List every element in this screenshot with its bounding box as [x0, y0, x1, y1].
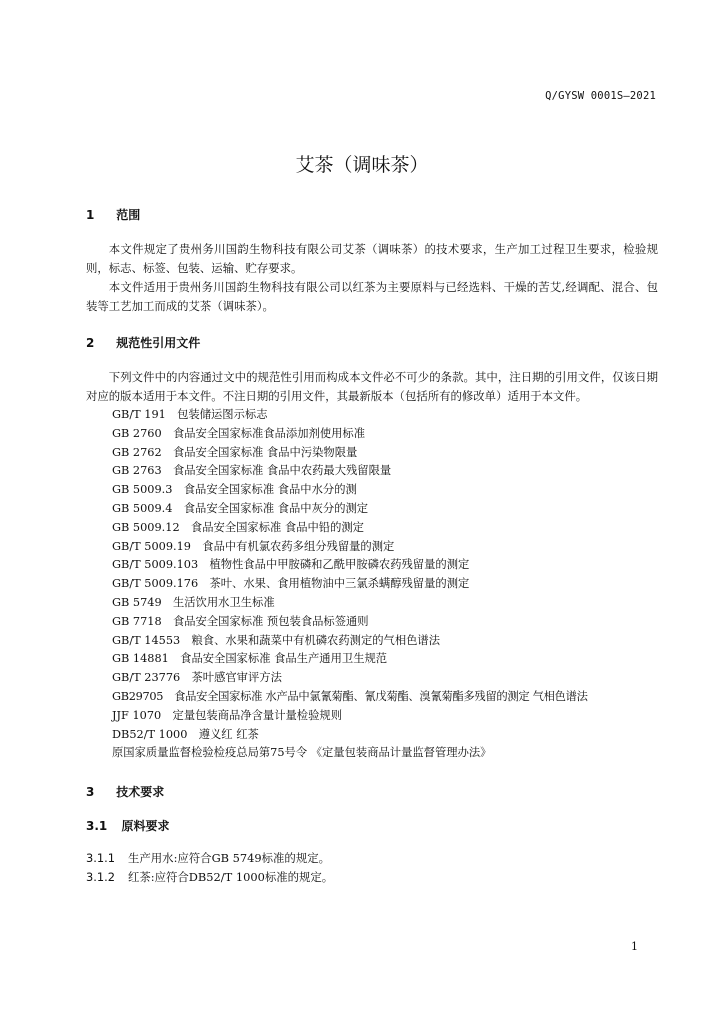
item-number: 3.1.1 [86, 851, 115, 866]
reference-item: GB 5009.4 食品安全国家标准 食品中灰分的测定 [112, 501, 369, 515]
section-number: 2 [86, 336, 95, 350]
reference-item: GB 5009.3 食品安全国家标准 食品中水分的测 [112, 483, 357, 497]
subsection-3-1-heading [86, 817, 658, 835]
reference-item: 原国家质量监督检验检疫总局第75号令 《定量包装商品计量监督管理办法》 [112, 746, 492, 760]
reference-item: JJF 1070 定量包装商品净含量计量检验规则 [112, 708, 342, 722]
document-code: Q/GYSW 0001S—2021 [545, 90, 656, 102]
reference-item: GB/T 191 包装储运图示标志 [112, 408, 268, 421]
reference-item: GB 14881 食品安全国家标准 食品生产通用卫生规范 [112, 652, 388, 666]
reference-item: GB 7718 食品安全国家标准 预包装食品标签通则 [112, 614, 369, 628]
reference-item: GB 2760 食品安全国家标准食品添加剂使用标准 [112, 426, 366, 440]
reference-item: GB/T 5009.103 植物性食品中甲胺磷和乙酰甲胺磷农药残留量的测定 [112, 558, 470, 572]
document-title: 艾茶（调味茶） [295, 154, 429, 176]
reference-item: GB 2763 食品安全国家标准 食品中农药最大残留限量 [112, 464, 392, 478]
item-number: 3.1.2 [86, 869, 115, 884]
reference-item: GB 5749 生活饮用水卫生标准 [112, 595, 275, 609]
section-title: 范围 [116, 208, 141, 222]
normative-reference-list [86, 406, 658, 763]
section-1-heading [86, 206, 658, 224]
reference-item: GB29705 食品安全国家标准 水产品中氯氰菊酯、氰戊菊酯、溴氰菊酯多残留的测定 气相色谱法 [112, 689, 588, 703]
section-title: 规范性引用文件 [116, 336, 201, 350]
reference-item: GB/T 5009.19 食品中有机氯农药多组分残留量的测定 [112, 539, 395, 553]
item-text: 生产用水:应符合GB 5749标准的规定。 [128, 851, 330, 866]
section-3-heading [86, 783, 658, 801]
requirement-item [86, 849, 658, 868]
subsection-title: 原料要求 [121, 819, 170, 834]
page-number: 1 [631, 940, 638, 953]
reference-item: GB/T 5009.176 茶叶、水果、食用植物油中三氯杀螨醇残留量的测定 [112, 577, 470, 591]
section-number: 3 [86, 785, 95, 800]
reference-item: GB 5009.12 食品安全国家标准 食品中铅的测定 [112, 520, 364, 534]
subsection-number: 3.1 [86, 819, 108, 834]
reference-item: GB 2762 食品安全国家标准 食品中污染物限量 [112, 445, 358, 459]
reference-item: GB/T 14553 粮食、水果和蔬菜中有机磷农药测定的气相色谱法 [112, 633, 441, 647]
reference-item: GB/T 23776 茶叶感官审评方法 [112, 671, 282, 685]
requirement-item [86, 868, 658, 887]
section-title: 技术要求 [116, 785, 165, 800]
section-number: 1 [86, 208, 95, 222]
section-2-heading [86, 334, 658, 352]
references-intro: 下列文件中的内容通过文中的规范性引用而构成本文件必不可少的条款。其中，注日期的引用文件，仅该日期对应的版本适用于本文件。不注日期的引用文件，其最新版本（包括所有的修改单）适用于本文件。 [86, 370, 658, 403]
scope-paragraph-1: 本文件规定了贵州务川国韵生物科技有限公司艾茶（调味茶）的技术要求，生产加工过程卫生要求，检验规则，标志、标签、包装、运输、贮存要求。 [86, 242, 658, 275]
reference-item: DB52/T 1000 遵义红 红茶 [112, 727, 259, 741]
document-body [86, 206, 658, 886]
item-text: 红茶:应符合DB52/T 1000标准的规定。 [128, 869, 334, 884]
scope-paragraph-2: 本文件适用于贵州务川国韵生物科技有限公司以红茶为主要原料与已经选料、干燥的苦艾,经调配、混合、包装等工艺加工而成的艾茶（调味茶）。 [86, 280, 658, 313]
